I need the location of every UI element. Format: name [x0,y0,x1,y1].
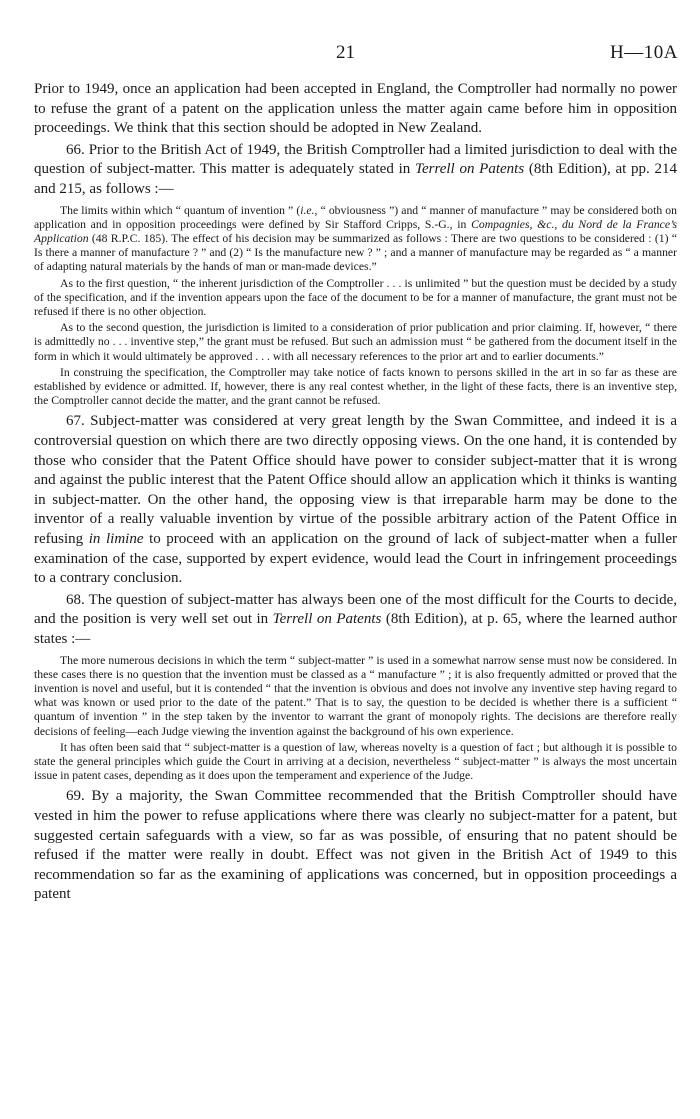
paragraph-67-text: to proceed with an application on the ground of lack of subject-matter when a fuller examination of the case, supported by expert evidence, would lead the Court in infringement proceedings to a contrary conclusion. [34,530,677,587]
paragraph-69: 69. By a majority, the Swan Committee recommended that the British Comptroller should have vested in him the power to refuse applications where there was clearly no subject-matter for a patent, but suggested certain safeguards with a view, so far as was possible, of ensuring that no patent should be refused if the matter were really in doubt. Effect was not given in the British Act of 1949 to this recommendation so far as the examining of applications was concerned, but in opposition proceedings a patent [34,788,677,903]
quote-text: (48 R.P.C. 185). The effect of his decision may be summarized as follows : There are two questions to be considered : (1) “ Is there a manner of manufacture ? ” and (2) “ Is the manufacture new ? ” ; and a manner of manufacture may be regarded as “ a manner of adapting natural materials by the hands of man or man-made devices.” [34,231,677,274]
paragraph-67 [34,412,677,588]
quote-text: , “ obviousness ”) and “ manner of manufacture ” may be considered both on application and in opposition proceedings were defined by Sir Stafford Cripps, S.-G., in [34,203,677,231]
paragraph-66 [34,141,677,200]
quote-paragraph: As to the second question, the jurisdiction is limited to a consideration of prior publication and prior claiming. If, however, “ there is admittedly no . . . inventive step,” the grant must be refused. But such an admission must “ be gathered from the document itself in the form in which it would ultimately be approved . . . with all necessary references to the prior art and to earlier documents.” [34,321,677,363]
page-body [34,80,677,905]
cited-work-title: Terrell on Patents [414,161,525,178]
paragraph-continuation: Prior to 1949, once an application had been accepted in England, the Comptroller had normally no power to refuse the grant of a patent on the application unless the matter again came before him in opposition proceedings. We think that this section should be adopted in New Zealand. [34,81,677,137]
quote-paragraph [34,204,677,275]
page-header [0,42,700,66]
paragraph-68 [34,591,677,650]
case-name: Compagnies, &c., du Nord de la France’s Application [34,217,677,245]
latin-phrase: in limine [88,530,144,547]
quote-paragraph: The more numerous decisions in which the term “ subject-matter ” is used in a somewhat narrow sense must now be considered. In these cases there is no question that the invention must be classed as a “ manufacture ” ; it is also frequently admitted or proved that the invention is novel and useful, but it is contended “ that the invention is obvious and does not involve any inventive step having regard to what was known or used prior to the date of the patent.” That is to say, the question to be decided is whether there is a sufficient “ quantum of invention ” in the step taken by the inventor to warrant the grant of monopoly rights. The decisions are therefore really decisions of feeling—each Judge viewing the invention against the background of his own experience. [34,653,677,738]
paragraph-68-text: 68. The question of subject-matter has always been one of the most difficult for the Courts to decide, and the position is very well set out in [34,591,677,628]
quote-paragraph: It has often been said that “ subject-matter is a question of law, whereas novelty is a question of fact ; but although it is possible to state the general principles which guide the Court in arriving at a decision, nevertheless “ subject-matter ” is always the most uncertain issue in patent cases, depending as it does upon the temperament and experience of the Judge. [34,740,677,783]
quote-paragraph: In construing the specification, the Comptroller may take notice of facts known to persons skilled in the art in so far as these are established by evidence or admitted. If, however, there is any real contest whether, in the light of these facts, there is an inventive step, the Comptroller cannot decide the matter, and the grant cannot be refused. [34,365,677,408]
paragraph-68-text: (8th Edition), at p. 65, where the learned author states :— [34,611,677,647]
paragraph-66-lead: 66. Prior to the British Act of 1949, the British Comptroller had a limited jurisdiction to deal with the question of subject-matter. This matter is adequately stated in [34,141,677,178]
document-reference: H—10A [610,42,678,63]
quote-text: The limits within which “ quantum of invention ” ( [60,203,301,217]
quote-paragraph: As to the first question, “ the inherent jurisdiction of the Comptroller . . . is unlimited ” but the question must be decided by a study of the specification, and if the invention appears upon the face of the document to be for a manner of manufacture, the grant must not be refused if there is no other objection. [34,276,677,318]
cited-work-title: Terrell on Patents [272,611,382,628]
page-number: 21 [336,42,355,63]
quotation-block-66 [34,204,677,409]
quotation-block-68 [34,654,677,784]
paragraph-67-text: 67. Subject-matter was considered at very great length by the Swan Committee, and indeed it is a controversial question on which there are two directly opposing views. On the one hand, it is contended by those who consider that the Patent Office should have power to consider subject-matter that it is wrong and against the public interest that the Patent Office should allow an application which it thinks is wanting in subject-matter. On the other hand, the opposing view is that irreparable harm may be done to the inventor of a really valuable invention by virtue of the possible arbitrary action of the Patent Office in refusing [34,413,677,547]
paragraph-66-tail: (8th Edition), at pp. 214 and 215, as follows :— [34,161,677,197]
quote-abbrev: i.e. [300,203,315,217]
